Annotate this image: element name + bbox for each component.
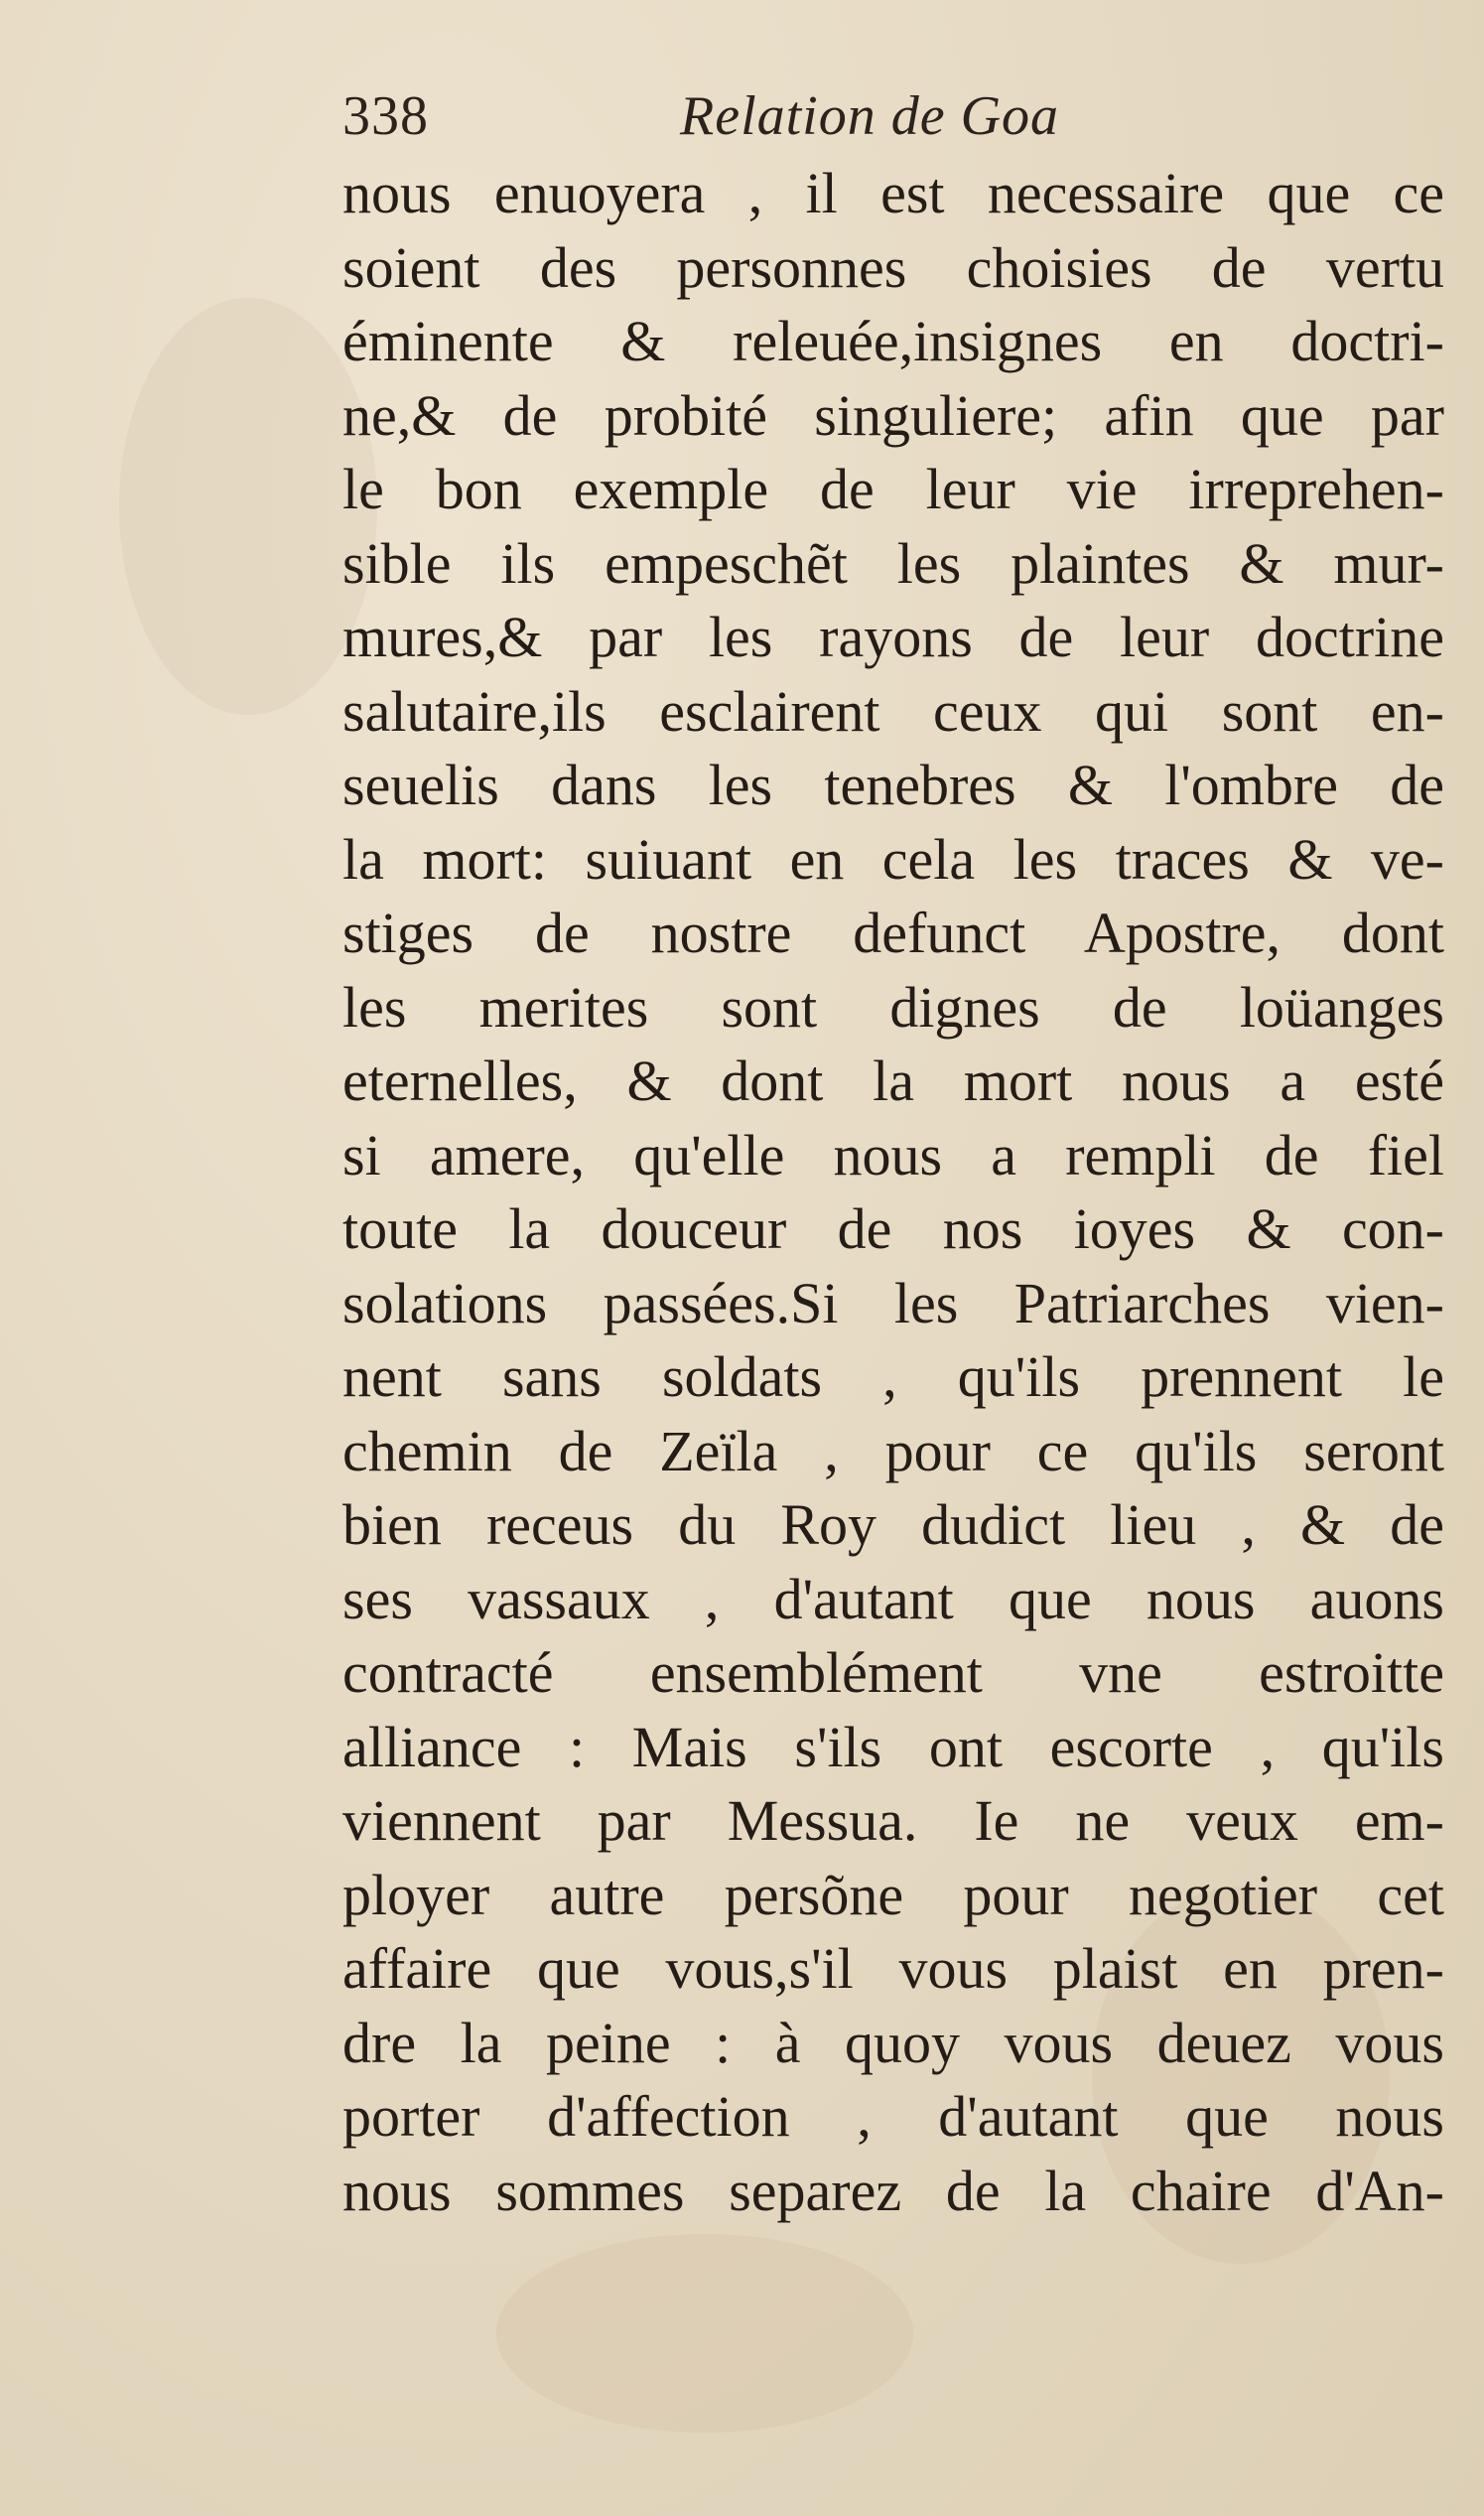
- text-line: eternelles, & dont la mort nous a esté: [342, 1048, 1444, 1113]
- text-line: seuelis dans les tenebres & l'ombre de: [342, 753, 1444, 817]
- page-number: 338: [342, 85, 429, 147]
- text-line: ployer autre persõne pour negotier cet: [342, 1862, 1444, 1927]
- text-line: mures,& par les rayons de leur doctrine: [342, 605, 1444, 669]
- text-line: nent sans soldats , qu'ils prennent le: [342, 1344, 1444, 1409]
- text-line: sible ils empeschẽt les plaintes & mur-: [342, 530, 1444, 596]
- text-line: salutaire,ils esclairent ceux qui sont en-: [342, 678, 1444, 744]
- text-line: nous enuoyera , il est necessaire que ce: [342, 161, 1444, 225]
- text-line: stiges de nostre defunct Apostre, dont: [342, 901, 1444, 965]
- text-line: si amere, qu'elle nous a rempli de fiel: [342, 1122, 1444, 1188]
- paper-stain: [496, 2234, 913, 2433]
- text-line: nous sommes separez de la chaire d'An-: [342, 2158, 1444, 2223]
- text-line: porter d'affection , d'autant que nous: [342, 2084, 1444, 2149]
- text-line: bien receus du Roy dudict lieu , & de: [342, 1492, 1444, 1557]
- text-line: ses vassaux , d'autant que nous auons: [342, 1566, 1444, 1631]
- text-line: les merites sont dignes de loüanges: [342, 974, 1444, 1040]
- running-head: Relation de Goa: [680, 85, 1060, 147]
- text-line: ne,& de probité singuliere; afin que par: [342, 382, 1444, 448]
- text-line: alliance : Mais s'ils ont escorte , qu'ils: [342, 1714, 1444, 1779]
- text-line: soient des personnes choisies de vertu: [342, 234, 1444, 300]
- text-line: contracté ensemblément vne estroitte: [342, 1640, 1444, 1705]
- page-header: [342, 81, 1444, 151]
- text-line: chemin de Zeïla , pour ce qu'ils seront: [342, 1418, 1444, 1483]
- paper-stain: [119, 298, 377, 715]
- text-line: éminente & releuée,insignes en doctri-: [342, 309, 1444, 373]
- text-line: la mort: suiuant en cela les traces & ve-: [342, 826, 1444, 892]
- text-line: toute la douceur de nos ioyes & con-: [342, 1196, 1444, 1261]
- text-line: solations passées.Si les Patriarches vien-: [342, 1270, 1444, 1335]
- body-text: [342, 157, 1444, 2228]
- text-line: le bon exemple de leur vie irreprehen-: [342, 457, 1444, 521]
- text-line: viennent par Messua. Ie ne veux em-: [342, 1788, 1444, 1853]
- text-line: dre la peine : à quoy vous deuez vous: [342, 2010, 1444, 2075]
- text-line: affaire que vous,s'il vous plaist en pren-: [342, 1936, 1444, 2001]
